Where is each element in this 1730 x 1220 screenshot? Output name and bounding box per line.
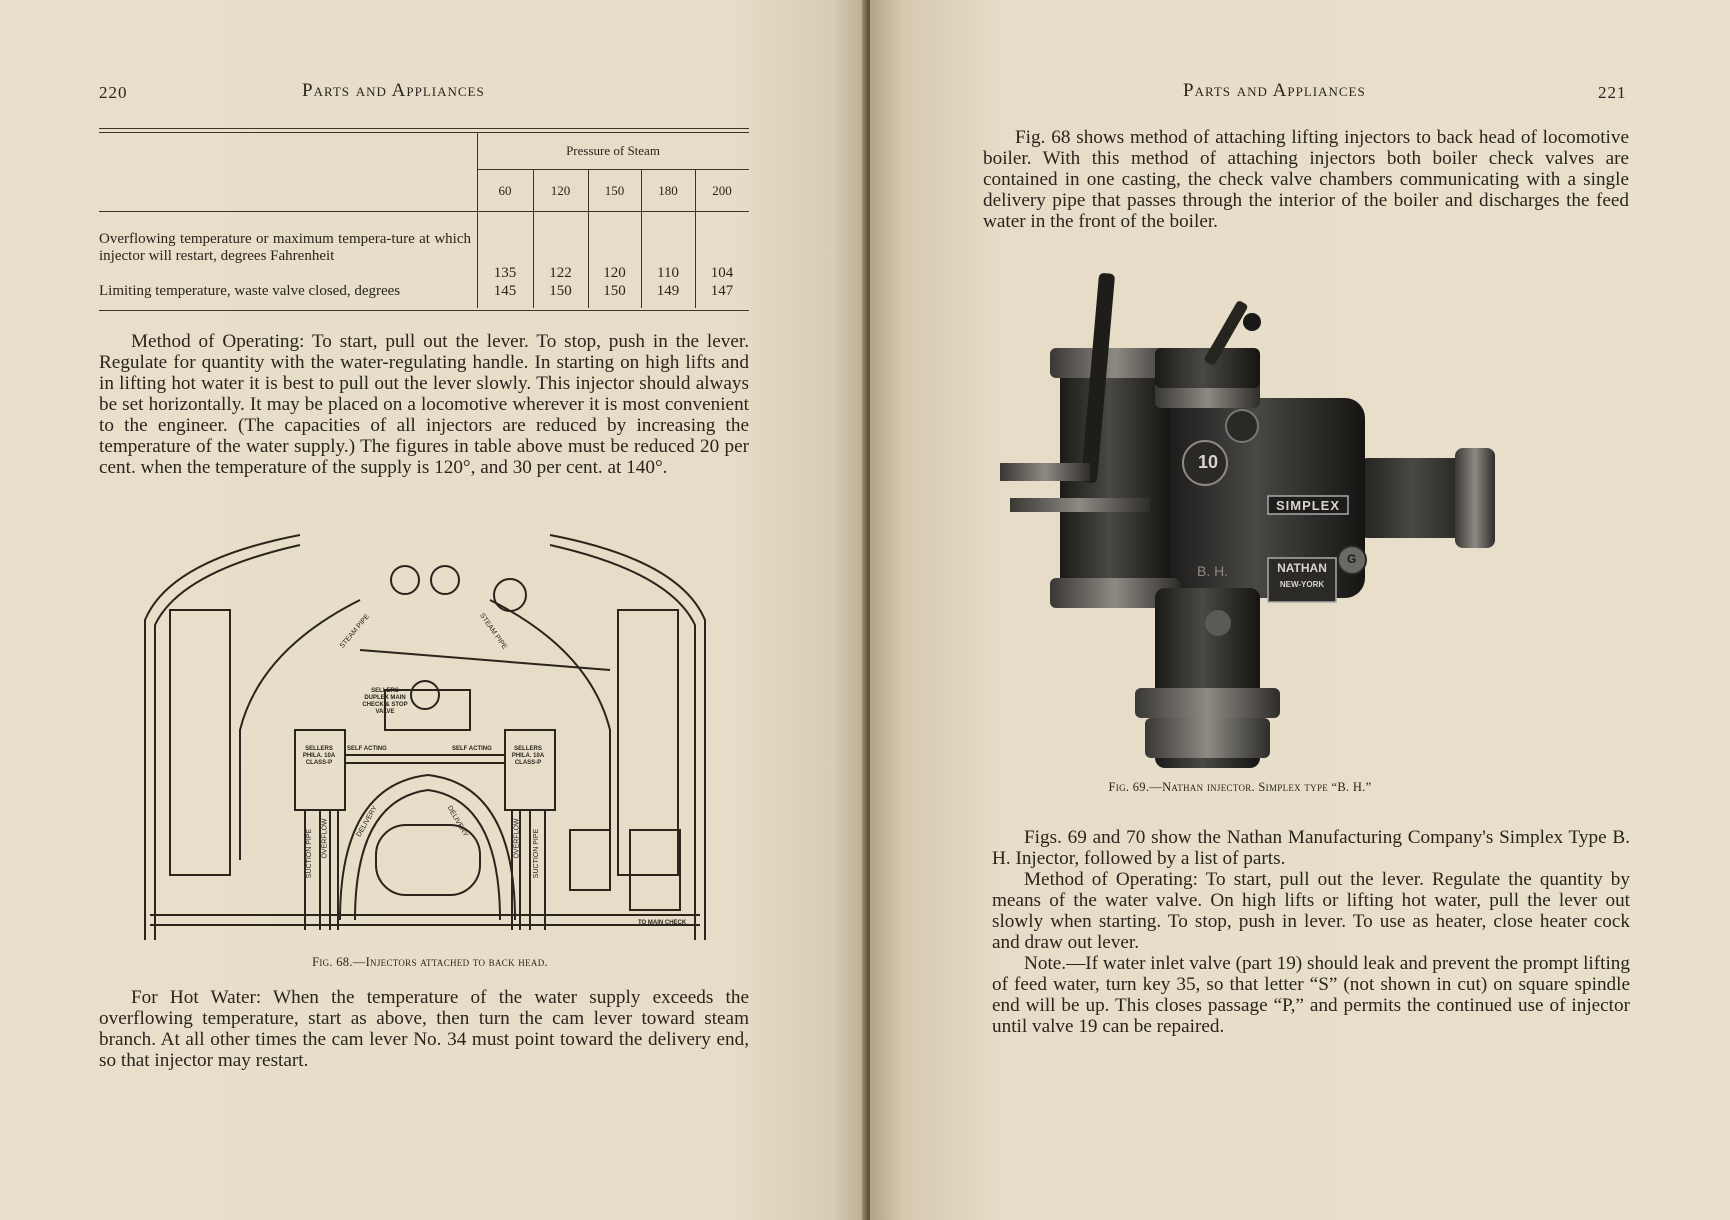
row-1-v180: 110 xyxy=(657,265,679,281)
right-page-number: 221 xyxy=(1598,83,1627,102)
fig68-label-injector-left: SELLERS PHILA. 10A CLASS-P xyxy=(302,746,336,766)
row-2-v200: 147 xyxy=(710,283,734,299)
left-paragraph-operating: Method of Operating: To start, pull out the lever. To stop, push in the lever. Regulate for quantity with the water-regulating handle. In starting on high lifts and in lifting hot water it is best to pull out the lever slowly. This injector should always be set horizontally. It may be placed on a locomotive wherever it is most convenient to the engineer. (The capacities of all injectors are reduced by increasing the temperature of the water supply.) The figures in table above must be reduced 20 per cent. when the temperature of the supply is 120°, and 30 per cent. at 140°. xyxy=(99,331,749,478)
fig68-label-steam-pipe-right: STEAM PIPE xyxy=(478,612,508,651)
fig68-label-steam-pipe-left: STEAM PIPE xyxy=(338,613,372,650)
fig68-label-delivery-right: DELIVERY xyxy=(445,804,469,839)
fig68-label-self-acting-left: SELF ACTING xyxy=(347,746,387,752)
left-page-number: 220 xyxy=(99,83,128,102)
right-page xyxy=(870,0,1730,1220)
fig69-type-bh: B. H. xyxy=(1197,563,1229,579)
fig69-g-mark: G xyxy=(1347,552,1357,566)
fig69-brand-simplex: SIMPLEX xyxy=(1275,498,1341,513)
row-2-v180: 149 xyxy=(656,283,680,299)
figure-68-drawing xyxy=(140,530,710,950)
figure-69-injector xyxy=(990,268,1510,778)
right-running-head: Parts and Appliances xyxy=(1183,80,1366,101)
right-paragraph-operating: Method of Operating: To start, pull out the lever. Regulate the quantity by means of the water valve. On high lifts or lifting hot water, pull the lever out slowly when starting. To stop, push in lever. To use as heater, close heater cock and draw out lever. xyxy=(992,869,1630,953)
col-header-150: 150 xyxy=(604,183,625,198)
row-1-v60: 135 xyxy=(493,265,517,281)
row-2-label: Limiting temperature, waste valve closed, degrees xyxy=(99,283,401,299)
table-bottom-rule xyxy=(99,310,749,311)
fig69-maker-nathan: NATHAN xyxy=(1277,561,1327,575)
fig68-label-overflow-right: OVERFLOW xyxy=(513,818,521,859)
fig68-label-sellers-duplex: SELLERS DUPLEX MAIN CHECK & STOP VALVE xyxy=(362,688,408,715)
fig68-label-delivery-left: DELIVERY xyxy=(355,804,379,839)
figure-68-caption: Fig. 68.—Injectors attached to back head. xyxy=(312,955,548,969)
right-paragraphs-lower xyxy=(992,827,1630,1037)
fig68-label-to-main-check: TO MAIN CHECK xyxy=(638,920,687,926)
table-top-rule xyxy=(99,128,749,129)
row-1-v120: 122 xyxy=(549,265,572,281)
right-paragraph-note: Note.—If water inlet valve (part 19) should leak and prevent the prompt lifting of feed water, turn key 35, so that letter “S” (not shown in cut) on square spindle end will be up. This closes passage “P,” and permits the continued use of injector until valve 19 can be repaired. xyxy=(992,953,1630,1037)
steam-table xyxy=(99,133,749,308)
col-header-200: 200 xyxy=(712,183,732,198)
fig68-label-self-acting-right: SELF ACTING xyxy=(452,746,492,752)
fig69-city: NEW-YORK xyxy=(1279,580,1325,589)
row-2-v60: 145 xyxy=(493,283,517,299)
row-2-v120: 150 xyxy=(549,283,572,299)
right-paragraph-fig68: Fig. 68 shows method of attaching lifting injectors to back head of locomotive boiler. With this method of attaching injectors both boiler check valves are contained in one casting, the check valve chambers communicating with a single delivery pipe that passes through the interior of the boiler and discharges the feed water in the front of the boiler. xyxy=(983,127,1629,232)
col-header-180: 180 xyxy=(658,183,678,198)
fig68-label-injector-right: SELLERS PHILA. 10A CLASS-P xyxy=(511,746,545,766)
fig68-label-suction-left: SUCTION PIPE xyxy=(306,828,314,879)
fig69-number-10: 10 xyxy=(1197,452,1219,472)
col-header-60: 60 xyxy=(498,183,512,198)
left-running-head: Parts and Appliances xyxy=(302,80,485,101)
left-paragraph-hot-water: For Hot Water: When the temperature of the water supply exceeds the overflowing temperature, start as above, then turn the cam lever toward steam branch. At all other times the cam lever No. 34 must point toward the delivery end, so that injector may restart. xyxy=(99,987,749,1071)
row-2-v150: 150 xyxy=(603,283,626,299)
right-paragraph-figs: Figs. 69 and 70 show the Nathan Manufacturing Company's Simplex Type B. H. Injector, followed by a list of parts. xyxy=(992,827,1630,869)
col-header-120: 120 xyxy=(550,183,571,198)
fig68-label-overflow-left: OVERFLOW xyxy=(321,818,329,859)
row-1-v200: 104 xyxy=(710,265,734,281)
table-group-header: Pressure of Steam xyxy=(566,143,660,158)
figure-69-caption: Fig. 69.—Nathan injector. Simplex type “B. H.” xyxy=(1108,780,1372,794)
row-1-v150: 120 xyxy=(603,265,626,281)
fig68-label-suction-right: SUCTION PIPE xyxy=(533,828,541,879)
row-1-label: Overflowing temperature or maximum tempera-ture at which injector will restart, degrees Fahrenheit xyxy=(99,231,471,264)
